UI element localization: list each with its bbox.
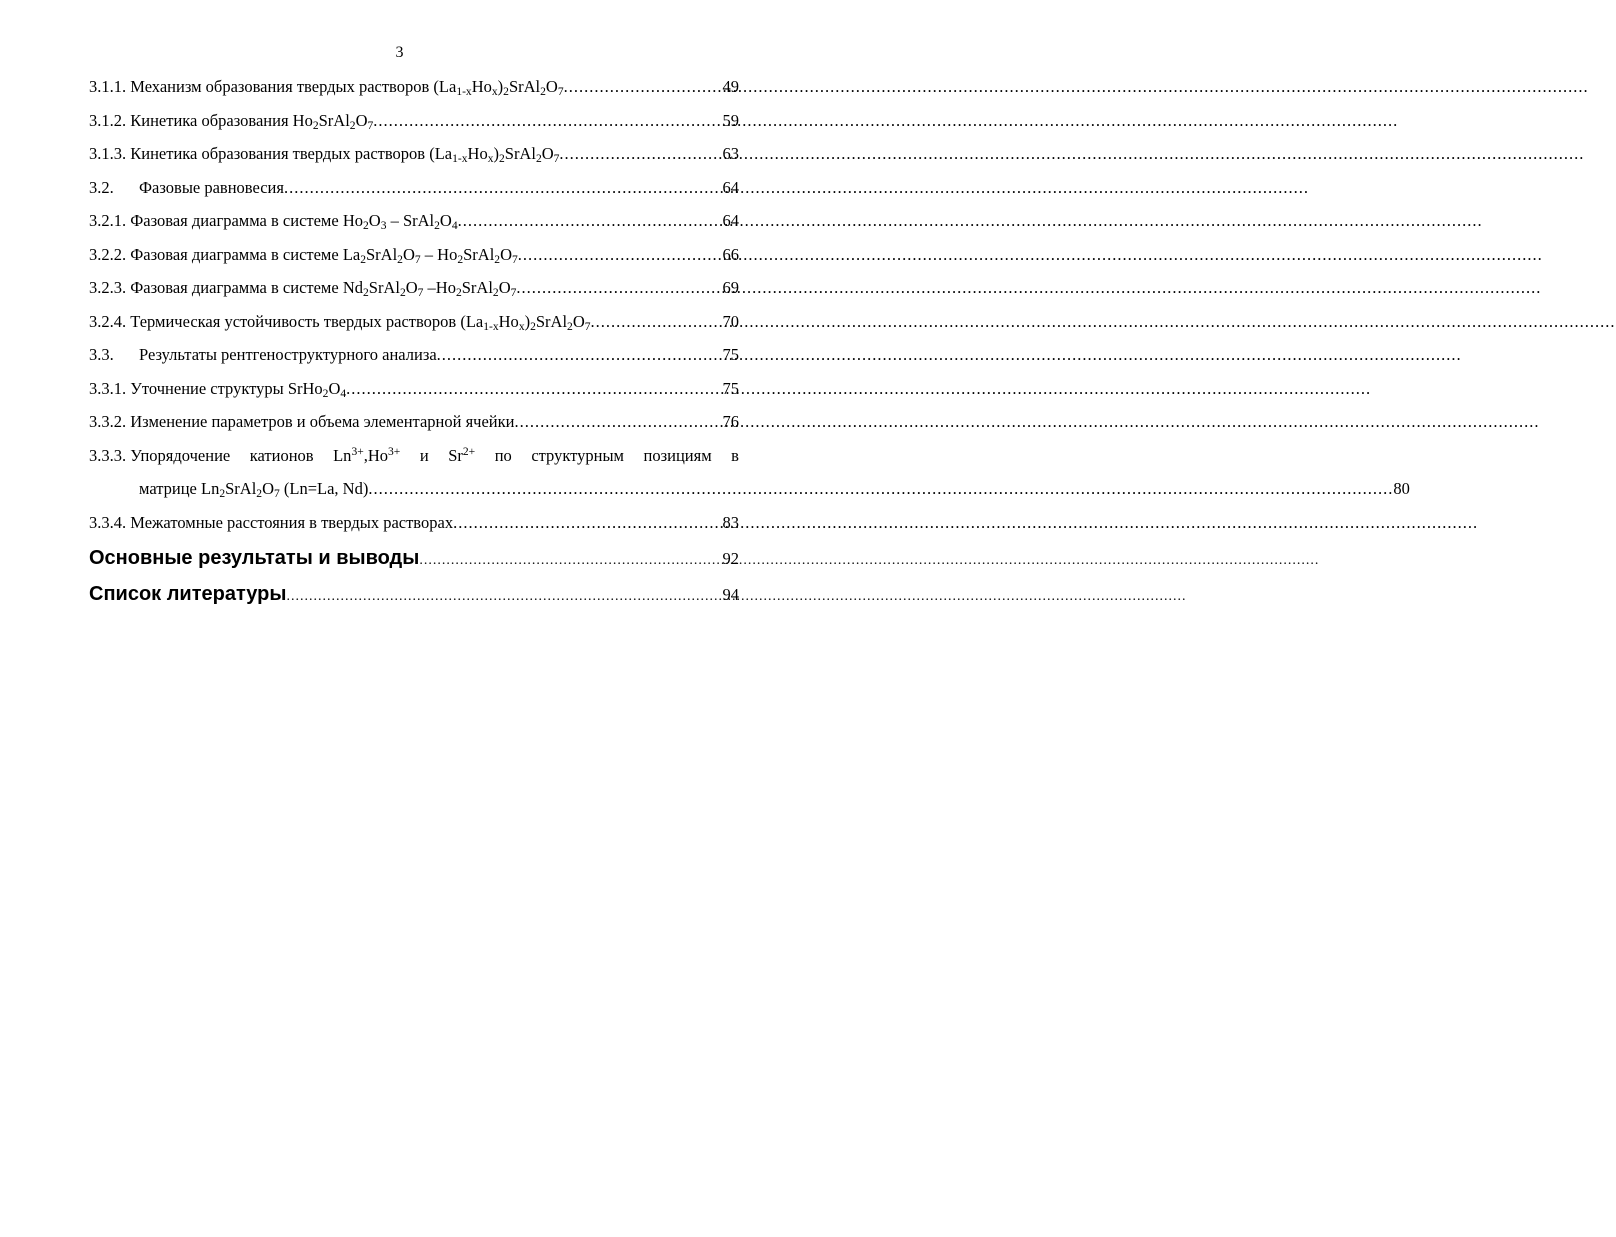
subscript: 2 [360,253,366,266]
subscript: x [487,153,494,165]
title-text-segment: Фазовая диаграмма в системе La [130,244,361,264]
leader-dots [453,512,722,534]
subscript: 3 [380,220,387,232]
leader-dots [564,76,723,98]
toc-entry [89,177,739,199]
subscript: 2 [399,287,406,299]
subscript: 2 [498,153,505,165]
superscript: 3+ [351,445,364,458]
toc-entry [89,143,739,165]
subscript: 2 [540,86,546,98]
toc-entry-page: 80 [1393,479,1410,498]
toc-entry [89,210,739,232]
title-text-segment: – SrAl [386,211,435,230]
toc-entry-page: 63 [722,144,739,163]
leader-dots [284,177,723,199]
title-text-segment: O [541,144,554,163]
subscript: 1-x [456,86,472,98]
toc-entry-title [130,512,453,534]
subscript: 2 [397,253,403,266]
toc-entry-number: 3.2.1. [89,211,131,230]
toc-entry-line [89,445,739,467]
title-text-segment: Результаты рентгеноструктурного анализа [139,345,437,364]
toc-entry-page: 49 [722,77,739,96]
leader-dots [559,143,722,165]
subscript: 7 [510,287,517,299]
toc-entry-title [130,311,590,333]
toc-entry-number: 3.3. [89,345,114,364]
subscript: 2 [530,320,536,333]
title-text-segment: O [439,211,452,230]
title-text-segment: SrAl [368,278,400,297]
toc-entry [89,277,739,299]
toc-entry-title [139,177,284,199]
toc-entry-title [139,478,368,500]
toc-entry-page: 64 [722,177,739,197]
subscript: 2 [492,287,499,299]
toc-entry [89,378,739,400]
toc-entry-title [130,76,563,98]
leader-dots [346,378,722,400]
title-text-segment: SrAl [225,479,257,498]
subscript: 7 [414,253,421,266]
toc-entry-title [130,411,514,433]
toc-major-entry [89,581,739,607]
leader-dots [373,110,722,132]
subscript: 2 [567,320,573,333]
toc-entry [89,344,739,366]
toc-entry-title [130,277,516,299]
title-text-segment: O [572,311,585,331]
subscript: x [518,320,525,333]
toc-entry-page: 69 [722,278,739,297]
superscript: 2+ [462,445,476,458]
title-text-segment: O [355,110,368,130]
toc-entry-number: 3.3.1. [89,378,131,398]
toc-entry-title [130,110,373,132]
subscript: 7 [367,119,374,132]
title-text-segment: матрице Ln [139,479,220,498]
title-text-segment: SrAl [318,110,350,130]
toc-entry-title [130,445,739,467]
subscript: 7 [553,153,560,165]
leader-dots [516,277,722,299]
title-text-segment: по структурным позициям в [475,445,739,465]
subscript: 2 [503,86,509,98]
title-text-segment: Упорядочение катионов Ln [130,445,352,465]
title-text-segment: –Ho [423,278,456,297]
subscript: 4 [451,220,458,232]
toc-entry-number: 3.1.1. [89,77,131,96]
toc-entry-title [130,210,457,232]
toc-entry-page: 70 [722,311,739,331]
toc-entry-page: 64 [722,211,739,230]
title-text-segment: Фазовые равновесия [139,177,284,197]
subscript: 2 [219,488,226,500]
title-text-segment: Ho [471,77,492,96]
leader-dots [419,548,722,574]
toc-entry-number: 3.2.3. [89,278,131,297]
title-text-segment: O [498,278,511,297]
toc-major-entry [89,545,739,571]
toc-entry [89,110,739,132]
title-text-segment: ) [493,144,499,163]
title-text-segment: ) [524,311,531,331]
toc-entry [89,244,739,266]
subscript: 2 [362,220,369,232]
title-text-segment: Межатомные расстояния в твердых растворах [130,512,454,532]
toc-entry-number: 3.2. [89,177,114,197]
subscript: x [491,86,498,98]
title-text-segment: Уточнение структуры SrHo [130,378,323,398]
subscript: 2 [457,253,464,266]
toc-entry-number: 3.1.2. [89,110,131,130]
subscript: 7 [511,253,518,266]
subscript: 1-x [452,153,468,165]
toc-entry-page: 92 [722,549,739,568]
title-text-segment: Термическая устойчивость твердых растворов (La [130,311,484,331]
title-text-segment: – Ho [420,244,458,264]
title-text-segment: O [545,77,558,96]
toc-major-title: Основные результаты и выводы [89,547,420,569]
toc-entry-page: 75 [722,378,739,398]
toc-entry-page: 59 [722,110,739,130]
title-text-segment: SrAl [535,311,568,331]
toc-entry [89,512,739,534]
title-text-segment: (Ln=La, Nd) [279,479,369,498]
title-text-segment: ) [497,77,504,96]
toc-entry [89,311,739,333]
leader-dots [591,311,723,333]
subscript: 7 [417,287,424,299]
leader-dots [286,584,722,610]
subscript: 2 [256,488,263,500]
toc-entry-page: 94 [722,585,739,604]
toc-entry-page: 83 [722,512,739,532]
leader-dots [514,411,722,433]
subscript: 7 [557,86,564,98]
leader-dots [437,344,723,366]
toc-entry-page: 75 [722,345,739,364]
table-of-contents [89,76,1410,617]
subscript: 2 [349,119,356,132]
title-text-segment: SrAl [504,144,536,163]
title-text-segment: O [368,211,381,230]
title-text-segment: O [402,244,415,264]
leader-dots [458,210,723,232]
title-text-segment: O [328,378,341,398]
toc-major-title: Список литературы [89,583,287,605]
title-text-segment: O [500,244,512,264]
title-text-segment: Кинетика образования твердых растворов (La [130,144,453,163]
title-text-segment: O [262,479,274,498]
toc-entry [89,411,739,433]
title-text-segment: Изменение параметров и объема элементарной ячейки [130,412,515,431]
title-text-segment: SrAl [508,77,541,96]
toc-entry-number: 3.3.2. [89,412,131,431]
leader-dots [368,478,1393,500]
subscript: 2 [535,153,542,165]
title-text-segment: ,Ho [363,445,389,465]
leader-dots [518,244,723,266]
subscript: 2 [322,387,329,400]
subscript: 2 [434,220,440,232]
subscript: 2 [362,287,369,299]
toc-entry-number: 3.2.2. [89,244,131,264]
toc-entry-page: 76 [722,412,739,431]
toc-entry-number: 3.1.3. [89,144,131,163]
subscript: 7 [584,320,591,333]
toc-entry [89,76,739,98]
subscript: 7 [273,488,280,500]
page-number: 3 [395,44,404,61]
subscript: 2 [494,253,501,266]
title-text-segment: SrAl [463,244,495,264]
title-text-segment: Ho [498,311,519,331]
toc-entry-line [89,478,1410,500]
title-text-segment: и Sr [400,445,463,465]
title-text-segment: Фазовая диаграмма в системе Ho [130,211,363,230]
title-text-segment: Механизм образования твердых растворов (La [130,77,457,96]
title-text-segment: O [405,278,418,297]
title-text-segment: Фазовая диаграмма в системе Nd [130,278,363,297]
subscript: 2 [312,119,319,132]
title-text-segment: Кинетика образования Ho [130,110,313,130]
toc-entry-title [130,244,518,266]
title-text-segment: Ho [467,144,488,163]
toc-entry-title [130,143,559,165]
toc-entry-number: 3.3.4. [89,512,131,532]
subscript: 4 [340,387,347,400]
superscript: 3+ [388,445,401,458]
toc-entry-page: 66 [722,244,739,264]
toc-entry-number: 3.2.4. [89,311,131,331]
toc-entry [89,445,1410,501]
subscript: 1-x [483,320,499,333]
title-text-segment: SrAl [461,278,493,297]
toc-entry-title [130,378,346,400]
toc-entry-number: 3.3.3. [89,445,131,465]
title-text-segment: SrAl [366,244,398,264]
subscript: 2 [455,287,462,299]
toc-entry-title [139,344,437,366]
